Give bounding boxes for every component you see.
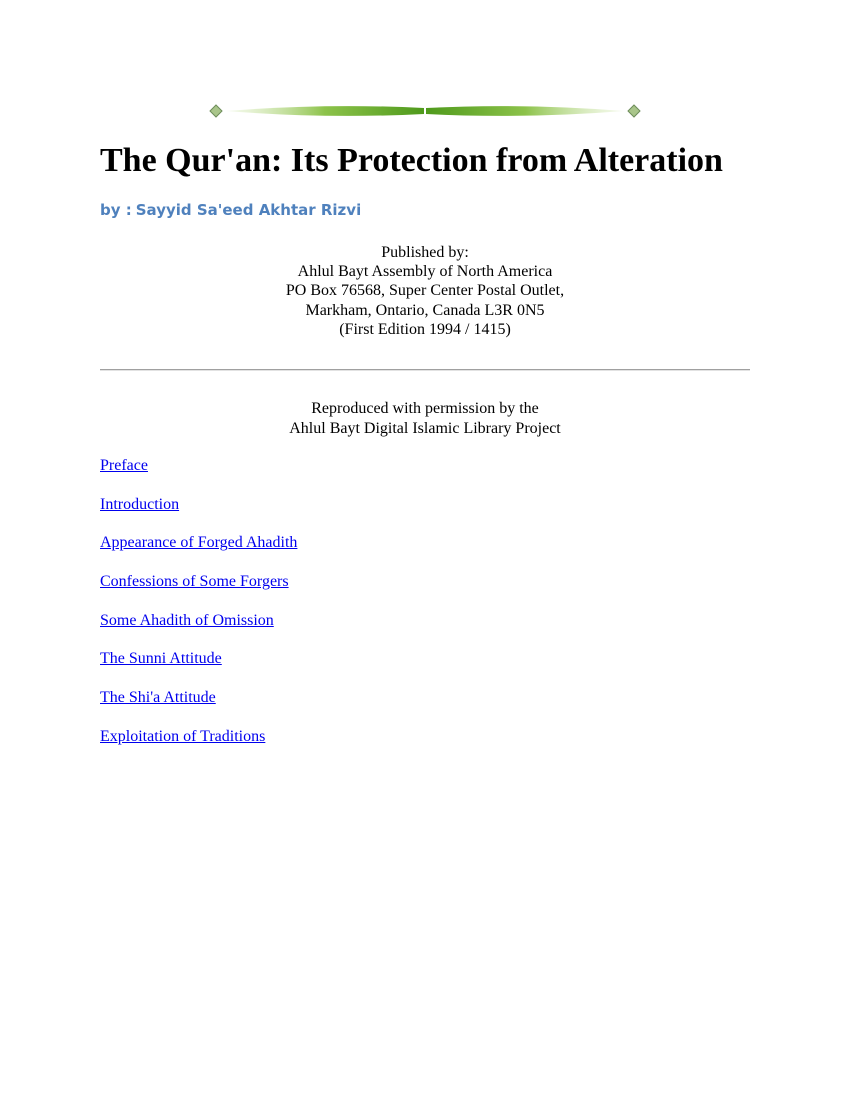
right-leaf-icon xyxy=(426,106,624,116)
author-prefix: by : xyxy=(100,201,132,219)
publisher-line: (First Edition 1994 / 1415) xyxy=(339,320,511,338)
reproduction-line: Ahlul Bayt Digital Islamic Library Project xyxy=(289,419,561,437)
right-diamond-icon xyxy=(628,105,640,117)
toc-item xyxy=(100,727,297,766)
toc-link-appearance-of-forged-ahadith[interactable]: Appearance of Forged Ahadith xyxy=(100,534,298,552)
toc-item xyxy=(100,572,297,611)
toc-item xyxy=(100,533,297,572)
reproduction-line: Reproduced with permission by the xyxy=(311,400,539,417)
author-name: Sayyid Sa'eed Akhtar Rizvi xyxy=(135,201,362,219)
toc-link-introduction[interactable]: Introduction xyxy=(100,495,180,513)
toc-item xyxy=(100,649,297,688)
table-of-contents xyxy=(100,456,297,766)
toc-item xyxy=(100,688,297,727)
left-diamond-icon xyxy=(210,105,222,117)
toc-item xyxy=(100,495,297,534)
publisher-line: Markham, Ontario, Canada L3R 0N5 xyxy=(305,301,545,319)
toc-link-some-ahadith-of-omission[interactable]: Some Ahadith of Omission xyxy=(100,611,274,629)
publisher-block xyxy=(100,243,750,339)
green-leaf-divider-ornament xyxy=(206,101,644,121)
toc-link-confessions-of-some-forgers[interactable]: Confessions of Some Forgers xyxy=(100,573,289,591)
publisher-line: PO Box 76568, Super Center Postal Outlet, xyxy=(285,282,565,300)
publisher-line: Ahlul Bayt Assembly of North America xyxy=(297,263,553,281)
toc-link-exploitation-of-traditions[interactable]: Exploitation of Traditions xyxy=(100,727,266,745)
toc-item xyxy=(100,456,297,495)
author-line xyxy=(100,199,361,221)
toc-link-the-shia-attitude[interactable]: The Shi'a Attitude xyxy=(100,689,216,707)
left-leaf-icon xyxy=(226,106,424,116)
toc-item xyxy=(100,611,297,650)
document-title: The Qur'an: Its Protection from Alteration xyxy=(100,142,723,179)
toc-link-preface[interactable]: Preface xyxy=(100,457,148,474)
horizontal-divider xyxy=(100,369,750,371)
reproduction-notice xyxy=(100,399,750,438)
publisher-line: Published by: xyxy=(381,244,469,261)
toc-link-the-sunni-attitude[interactable]: The Sunni Attitude xyxy=(100,650,222,668)
